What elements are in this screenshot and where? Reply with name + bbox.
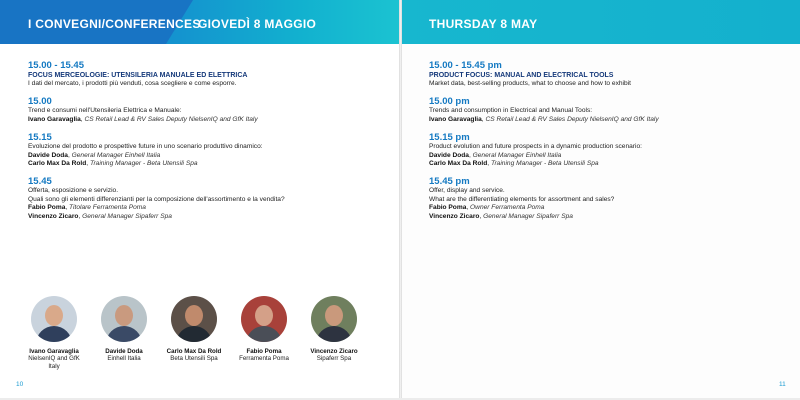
agenda-slot [429,96,789,124]
speaker-name: Fabio Poma [28,204,66,212]
speaker-card-name: Fabio Poma [246,348,282,355]
right-page [401,0,800,398]
speaker-name: Fabio Poma [429,204,467,212]
speaker-role: CS Retail Lead & RV Sales Deputy NielsenIQ and GfK Italy [84,115,258,123]
speaker-photo-body [316,326,352,342]
speaker-role: General Manager Einhell Italia [71,151,161,159]
speaker-separator: , [80,115,85,123]
agenda-slot [28,176,388,221]
speaker-role: General Manager Sipaferr Spa [483,212,573,220]
speaker-photos [24,296,384,376]
slot-time: 15.45 [28,176,52,188]
speaker-separator: , [481,115,486,123]
speaker-card [234,296,294,363]
speaker-separator: , [468,151,473,159]
speaker-role: CS Retail Lead & RV Sales Deputy NielsenIQ and GfK Italy [485,115,659,123]
banner-title: I CONVEGNI/CONFERENCES [28,17,201,31]
speaker-entry [429,204,789,212]
speaker-card-name: Vincenzo Zicaro [310,348,358,355]
speaker-photo-head [255,305,273,326]
speaker-name: Ivano Garavaglia [28,115,81,123]
agenda-slot [429,176,789,221]
speaker-card [304,296,364,363]
slot-description: Evoluzione del prodotto e prospettive future in uno scenario produttivo dinamico: [28,143,263,151]
speaker-photo-body [36,326,72,342]
speaker-card-org: NielsenIQ and GfK Italy [28,355,80,370]
speaker-entry [429,152,789,160]
speaker-photo-head [185,305,203,326]
page-number-right: 11 [779,381,786,388]
agenda-it [28,60,388,229]
page-spine [399,0,402,398]
speaker-role: Owner Ferramenta Poma [470,204,545,212]
speaker-separator: , [466,204,471,212]
speaker-separator: , [65,204,70,212]
speaker-entry [28,116,388,124]
speaker-name: Ivano Garavaglia [429,115,482,123]
slot-description: What are the differentiating elements for assortment and sales? [429,195,615,203]
slot-time: 15.00 - 15.45 [28,60,84,71]
slot-description: Product evolution and future prospects in a dynamic production scenario: [429,143,642,151]
agenda-en [429,60,789,229]
speaker-photo [101,296,147,342]
speaker-card-org: Sipaferr Spa [316,355,352,363]
slot-time: 15.15 [28,132,52,144]
slot-description: Trend e consumi nell'Utensileria Elettrica e Manuale: [28,107,182,115]
page-number-left: 10 [16,381,24,388]
agenda-slot [28,60,388,88]
speaker-card-org: Beta Utensili Spa [170,355,218,363]
banner-date-it: GIOVEDÌ 8 MAGGIO [198,17,317,31]
agenda-slot [429,60,789,88]
slot-description: Trends and consumption in Electrical and Manual Tools: [429,107,593,115]
speaker-entry [429,213,789,221]
slot-heading: PRODUCT FOCUS: MANUAL AND ELECTRICAL TOOLS [429,72,614,79]
speaker-entry [429,116,789,124]
slot-time: 15.00 - 15.45 pm [429,60,502,71]
speaker-separator: , [487,160,491,168]
speaker-separator: , [86,160,90,168]
slot-time: 15.45 pm [429,176,470,188]
speaker-name: Davide Doda [429,151,469,159]
speaker-photo [171,296,217,342]
speaker-card [164,296,224,363]
speaker-photo-body [176,326,212,342]
speaker-entry [28,213,388,221]
right-banner [401,0,800,44]
slot-description: Market data, best-selling products, what to choose and how to exhibit [429,80,631,87]
left-banner [0,0,400,44]
slot-description: Offerta, esposizione e servizio. [28,187,119,195]
speaker-card-org: Einhell Italia [107,355,141,363]
speaker-card-name: Davide Doda [105,348,143,355]
speaker-card [24,296,84,370]
slot-time: 15.00 [28,96,52,108]
speaker-separator: , [479,212,484,220]
speaker-role: General Manager Sipaferr Spa [82,212,172,220]
speaker-entry [28,160,388,168]
speaker-entry [28,204,388,212]
speaker-photo-head [325,305,343,326]
speaker-entry [429,160,789,168]
speaker-entry [28,152,388,160]
agenda-slot [28,96,388,124]
slot-time: 15.15 pm [429,132,470,144]
speaker-photo [31,296,77,342]
slot-description: Quali sono gli elementi differenzianti per la composizione dell'assortimento e la vendita? [28,195,285,203]
speaker-separator: , [78,212,83,220]
speaker-photo [311,296,357,342]
speaker-role: Training Manager - Beta Utensili Spa [490,160,599,168]
speaker-name: Vincenzo Zicaro [429,212,480,220]
speaker-photo-head [45,305,63,326]
slot-description: Offer, display and service. [429,187,505,195]
speaker-photo-body [106,326,142,342]
left-page [0,0,400,398]
slot-time: 15.00 pm [429,96,470,108]
speaker-name: Vincenzo Zicaro [28,212,79,220]
speaker-separator: , [67,151,72,159]
speaker-card-name: Carlo Max Da Rold [166,348,222,355]
speaker-photo-head [115,305,133,326]
speaker-name: Davide Doda [28,151,68,159]
agenda-slot [28,132,388,168]
slot-description: I dati del mercato, i prodotti più venduti, cosa scegliere e come esporre. [28,80,237,87]
speaker-name: Carlo Max Da Rold [28,160,87,168]
banner-date-en: THURSDAY 8 MAY [429,17,538,31]
speaker-photo-body [246,326,282,342]
agenda-slot [429,132,789,168]
speaker-card-name: Ivano Garavaglia [29,348,79,355]
speaker-role: General Manager Einhell Italia [472,151,562,159]
speaker-card [94,296,154,363]
speaker-role: Training Manager - Beta Utensili Spa [89,160,198,168]
speaker-photo [241,296,287,342]
speaker-role: Titolare Ferramenta Poma [69,204,146,212]
slot-heading: FOCUS MERCEOLOGIE: UTENSILERIA MANUALE ED ELETTRICA [28,72,248,79]
speaker-name: Carlo Max Da Rold [429,160,488,168]
speaker-card-org: Ferramenta Poma [239,355,289,363]
